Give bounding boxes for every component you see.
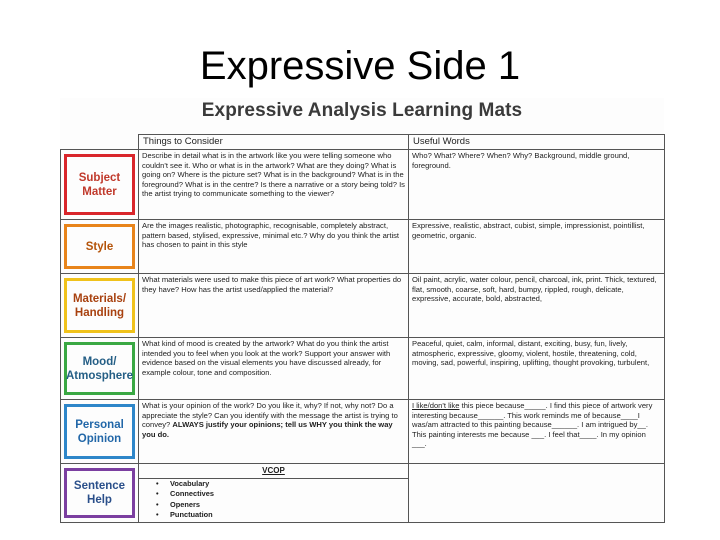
row-label-cell [61, 464, 139, 523]
table-row [61, 274, 665, 338]
subject-matter-label: Subject Matter [64, 154, 135, 215]
style-consider: Are the images realistic, photographic, recognisable, completely abstract, pattern based, stylised, expressive, minimal etc.? Why do you think the artist has chosen to paint in this style [139, 220, 409, 274]
row-label-cell [61, 220, 139, 274]
table-row [61, 220, 665, 274]
header-blank-cell [61, 135, 139, 150]
style-words: Expressive, realistic, abstract, cubist, simple, impressionist, pointillist, geometric, organic. [409, 220, 665, 274]
table-row [61, 150, 665, 220]
mood-atmosphere-label: Mood/ Atmosphere [64, 342, 135, 395]
analysis-table [60, 134, 665, 523]
mood-words: Peaceful, quiet, calm, informal, distant, exciting, busy, fun, lively, atmospheric, expressive, gloomy, violent, hostile, threatening, cold, moving, sad, powerful, inspiring, uplifting, thought provoking, turbulent, [409, 338, 665, 400]
header-things-to-consider: Things to Consider [139, 135, 409, 150]
mat-title: Expressive Analysis Learning Mats [201, 100, 523, 121]
subject-matter-words: Who? What? Where? When? Why? Background, middle ground, foreground. [409, 150, 665, 220]
header-useful-words: Useful Words [409, 135, 665, 150]
materials-words: Oil paint, acrylic, water colour, pencil, charcoal, ink, print. Thick, textured, flat, smooth, coarse, soft, hard, bumpy, rippled, rough, delicate, expressive, accurate, bold, abstracted, [409, 274, 665, 338]
table-row [61, 464, 665, 523]
list-item: • Connectives [156, 489, 214, 499]
list-item: • Openers [156, 499, 200, 509]
table-row [61, 400, 665, 464]
row-label-cell [61, 274, 139, 338]
materials-consider: What materials were used to make this piece of art work? What properties do they have? How has the artist used/applied the material? [139, 274, 409, 338]
subject-matter-consider: Describe in detail what is in the artwork like you were telling someone who couldn't see it. Who or what is in the artwork? What are they doing? What is going on? Where is the picture set? What is in the background? What is in the foreground? What is in the centre? Is there a narrative or a story being told? Is the artist trying to communicate something to the viewer? [139, 150, 409, 220]
sentence-help-vcop [139, 464, 409, 523]
row-label-cell [61, 400, 139, 464]
sentence-help-empty [409, 464, 665, 523]
list-item: • Vocabulary [156, 478, 210, 488]
slide-title: Expressive Side 1 [199, 44, 521, 88]
table-header-row [61, 135, 665, 150]
personal-opinion-label: Personal Opinion [64, 404, 135, 459]
materials-handling-label: Materials/ Handling [64, 278, 135, 333]
sentence-help-label: Sentence Help [64, 468, 135, 518]
vcop-list [142, 479, 405, 521]
table-row [61, 338, 665, 400]
vcop-title: VCOP [262, 466, 285, 475]
opinion-words: I like/don't like this piece because_____. I find this piece of artwork very interesting because______. This work reminds me of because____I was/am attracted to this painting because______. I am intrigued by__. This painting interests me because ___. I feel that____. In my opinion ___. [409, 400, 665, 464]
row-label-cell [61, 338, 139, 400]
opinion-consider: What is your opinion of the work? Do you like it, why? If not, why not? Do a appreciate the style? Can you identify with the message the artist is trying to convey? ALWAYS justify your opinions; tell us WHY you think the way you do. [139, 400, 409, 464]
learning-mat [60, 98, 664, 524]
mood-consider: What kind of mood is created by the artwork? What do you think the artist intended you to feel when you look at the work? Support your answer with evidence based on the visual elements you have discussed already, for example colour, tone and composition. [139, 338, 409, 400]
style-label: Style [64, 224, 135, 269]
list-item: • Punctuation [156, 510, 213, 520]
row-label-cell [61, 150, 139, 220]
